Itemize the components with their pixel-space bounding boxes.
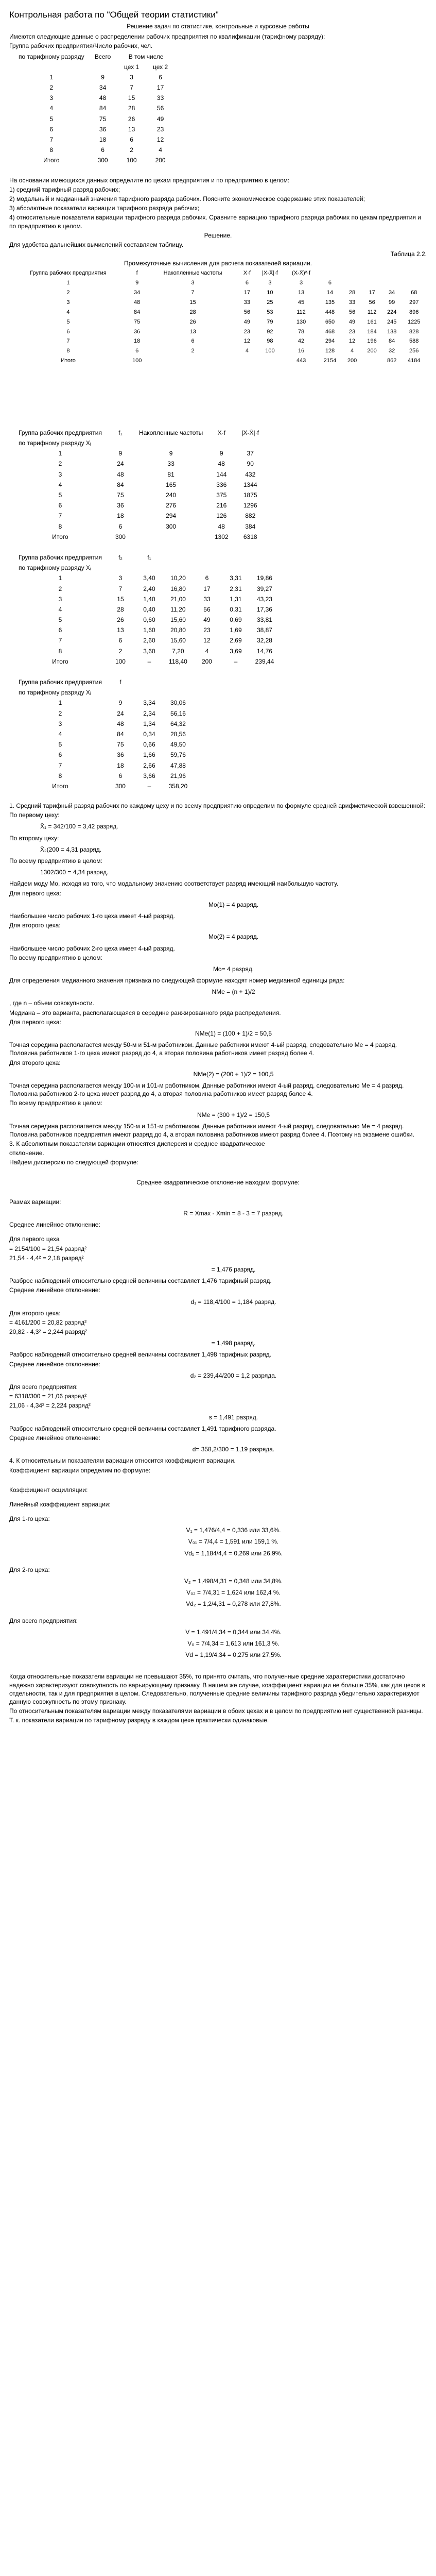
table-total-row: Итого 300 1302 6318	[52, 533, 257, 540]
table-total-row: Итого 300 100 200	[43, 157, 166, 164]
table-row: 3 48 15 33	[49, 94, 164, 102]
table-row: 7 6 2,60 15,60 12 2,69 32,28	[58, 637, 272, 645]
table-row: 5 75 240 375 1875	[58, 492, 257, 499]
table-row: 1 3 3,40 10,20 6 3,31 19,86	[58, 574, 272, 582]
task-item: 1) средний тарифный разряд рабочих;	[9, 185, 120, 193]
solution-heading: Решение.	[204, 231, 232, 239]
task-item: 3) абсолютные показатели вариации тарифного разряда рабочих;	[9, 205, 200, 212]
table-row: 5 75 0,66 49,50	[58, 741, 186, 749]
table-row: 1 9 3 6 3 3 6	[66, 280, 332, 286]
table-row: 5 75 26 49 79 130 650 49 161 245 1225	[66, 318, 421, 325]
table-row: 1 9 3 6	[49, 73, 162, 81]
table-row: 6 36 13 23	[49, 125, 164, 133]
table-row: 2 34 7 17	[49, 84, 164, 92]
table-total-row: Итого 300 – 358,20	[52, 782, 188, 790]
task-item: 2) модальный и медианный значения тарифного разряда рабочих. Поясните экономическое содержание этих показателей;	[9, 195, 365, 202]
table-row: 4 28 0,40 11,20 56 0,31 17,36	[58, 605, 272, 613]
table-row: 4 84 28 56 53 112 448 56 112 224 896	[66, 309, 419, 315]
table-row: 1 9 3,34 30,06	[58, 699, 186, 707]
table-subheader-row	[14, 62, 175, 72]
table-row: 4 84 165 336 1344	[58, 481, 257, 488]
task-item: 4) относительные показатели вариации тарифного разряда рабочих. Сравните вариацию тарифного разряда рабочих по цехам предприятия и по предприятию в целом.	[9, 214, 421, 230]
table-row: 8 6 3,66 21,96	[58, 772, 186, 779]
table-row: 3 15 1,40 21,00 33 1,31 43,23	[58, 595, 272, 603]
table-5	[14, 677, 193, 791]
table-total-row: Итого 100 443 2154 200 862 4184	[61, 358, 421, 364]
table-row: 6 36 1,66 59,76	[58, 751, 186, 759]
page-subtitle: Решение задач по статистике, контрольные и курсовые работы	[127, 22, 309, 30]
table-subheader-row: по тарифному разряду Xᵢ	[19, 564, 91, 572]
table-subheader-row: по тарифному разряду Xᵢ	[19, 439, 91, 447]
table-3	[14, 428, 265, 542]
solution-intro: Для удобства дальнейших вычислений составляем таблицу.	[9, 241, 184, 248]
table-row: 5 75 26 49	[49, 115, 164, 123]
table-header-row: Группа рабочих предприятия f Накопленные частоты X·f |X-X̄|·f (X-X̄)²·f	[30, 270, 311, 277]
table-header-cell: цех 2	[153, 63, 168, 71]
table-row: 8 6 2 4	[49, 146, 162, 154]
table-row: 3 48 1,34 64,32	[58, 720, 186, 727]
table-total-row: Итого 100 – 118,40 200 – 239,44	[52, 657, 274, 665]
page-title: Контрольная работа по "Общей теории статистики"	[9, 10, 219, 20]
table-row: 4 84 0,34 28,56	[58, 730, 186, 738]
table-2	[9, 268, 426, 365]
table-row: 3 48 81 144 432	[58, 470, 256, 478]
table-row: 6 36 276 216 1296	[58, 502, 257, 510]
table-header-row: Группа рабочих предприятия f₂ f₁	[19, 553, 151, 561]
table-caption: Промежуточные вычисления для расчета показателей вариации.	[124, 260, 312, 267]
table-header-row	[14, 52, 175, 62]
table-row: 1 9 9 9 37	[58, 450, 254, 457]
table-row: 2 24 33 48 90	[58, 460, 254, 468]
table-row: 6 36 13 23 92 78 468 23 184 138 828	[66, 328, 419, 335]
table-row: 2 7 2,40 16,80 17 2,31 39,27	[58, 585, 272, 592]
table-row: 7 18 6 12	[49, 136, 164, 143]
solution-section: 1. Средний тарифный разряд рабочих по каждому цеху и по всему предприятию определим по формуле средней арифметической взвешенной: По первому цеху: X̄₁ = 342/100 = 3,42 разряд. По второму цеху: X̄₂(200 = 4,31 разряд. По всему предприятию в целом: 1302/300 = 4,34 разряд. Найдем моду Mo, исходя из того, что модальному значению соответствует разряд имеющий наибольшую частоту. Для первого цеха: Mo(1) = 4 разряд. Наибольшее число рабочих 1-го цеха имеет 4-ый разряд. Для второго цеха: Mo(2) = 4 разряд. Наибольшее число рабочих 2-го цеха имеет 4-ый разряд. По всему предприятию в целом: Mo= 4 разряд. Для определения медианного значения признака по следующей формуле находят номер медианной единицы ряда: NMe = (n + 1)/2 , где n – объем совокупности. Медиана – это варианта, располагающаяся в середине ранжированного ряда распределения. Для первого цеха: NMe(1) = (100 + 1)/2 = 50,5 Точная середина располагается между 50-м и 51-м работником. Данные работники имеют 4-ый разряд, следовательно Me = 4 разряд. Половина работников 1-го цеха имеют разряд до 4, а вторая половина работников имеет разряд более 4. Для второго цеха: NMe(2) = (200 + 1)/2 = 100,5 Точная середина располагается между 100-м и 101-м работником. Данные работники имеют 4-ый разряд, следовательно Me = 4 разряд. Половина работников 2-го цеха имеет разряд до 4, а вторая половина работников имеет разряд более 4. По всему предприятию в целом: NMe = (300 + 1)/2 = 150,5 Точная середина располагается между 150-м и 151-м работником. Данные работники имеют 4-ый разряд, следовательно Me = 4 разряд. Половина работников предприятия имеют разряд до 4, а вторая половина работников имеют разряд более 4. Поэтому на экзамене ошибки. 3. К абсолютным показателям вариации относятся дисперсия и среднее квадратическое отклонение. Найдем дисперсию по следующей формуле: Среднее квадратическое отклонение находим формуле: Размах вариации: R = Xmax - Xmin = 8 - 3 = 7 разряд. Среднее линейное отклонение: Для первого цеха = 2154/100 = 21,54 разряд² 21,54 - 4,4² = 2,18 разряд² = 1,476 разряд. Разброс наблюдений относительно средней величины составляет 1,476 тарифный разряд. Среднее линейное отклонение: d₁ = 118,4/100 = 1,184 разряд. Для второго цеха: = 4161/200 = 20,82 разряд² 20,82 - 4,3² = 2,244 разряд² = 1,498 разряд. Разброс наблюдений относительно средней величины составляет 1,498 тарифных разряд. Среднее линейное отклонение: d₂ = 239,44/200 = 1,2 разряда. Для всего предприятия: = 6318/300 = 21,06 разряд² 21,06 - 4,34² = 2,224 разряд² s = 1,491 разряд. Разброс наблюдений относительно средней величины составляет 1,491 тарифного разряда. Среднее линейное отклонение: d= 358,2/300 = 1,19 разряда. 4. К относительным показателям вариации относится коэффициент вариации. Коэффициент вариации определим по формуле: Коэффициент осцилляции: Линейный коэффициент вариации: Для 1-го цеха: V₁ = 1,476/4,4 = 0,336 или 33,6%. V₀₁ = 7/4,4 = 1,591 или 159,1 %. Vd₁ = 1,184/4,4 = 0,269 или 26,9%. Для 2-го цеха: V₂ = 1,498/4,31 = 0,348 или 34,8%. V₀₂ = 7/4,31 = 1,624 или 162,4 %. Vd₂ = 1,2/4,31 = 0,278 или 27,8%. Для всего предприятия: V = 1,491/4,34 = 0,344 или 34,4%. V₀ = 7/4,34 = 1,613 или 161,3 %. Vd = 1,19/4,34 = 0,275 или 27,5%. Когда относительные показатели вариации не превышают 35%, то принято считать, что полученные средние характеристики достаточно надежно характеризуют совокупность по варьирующему признаку. В нашем же случае, коэффициент вариации не больше 35%, как для цехов в отдельности, так и для предприятия в целом. Следовательно, полученные средние величины тарифного разряда убедительно характеризуют данную совокупность по этому признаку. По относительным показателям вариации между показателями вариации в обоих цехах и в целом по предприятию нет существенной разницы. Т. к. показатели вариации по тарифному разряду в каждом цехе практически одинаковые.	[9, 802, 426, 1724]
table-row: 4 84 28 56	[49, 105, 164, 112]
table-row: 2 34 7 17 10 13 14 28 17 34 68	[66, 290, 417, 296]
table-row: 2 24 2,34 56,16	[58, 709, 186, 717]
table-subheader-row: по тарифному разряду Xᵢ	[19, 689, 91, 697]
table-header-cell: цех 1	[124, 63, 139, 71]
table-header-cell: по тарифному разряду	[19, 53, 84, 60]
table-row: 7 18 294 126 882	[58, 512, 256, 520]
table-row: 8 6 300 48 384	[58, 522, 256, 530]
table-row: 5 26 0,60 15,60 49 0,69 33,81	[58, 616, 272, 624]
table-row: 8 6 2 4 100 16 128 4 200 32 256	[66, 348, 419, 354]
table-row: 8 2 3,60 7,20 4 3,69 14,76	[58, 647, 272, 655]
table-header-cell: В том числе	[128, 53, 164, 60]
table-row: 3 48 15 33 25 45 135 33 56 99 297	[66, 299, 419, 306]
intro-paragraph: Имеются следующие данные о распределении рабочих предприятия по квалификации (тарифному разряду):	[9, 33, 325, 41]
intro-caption: Группа рабочих предприятия/Число рабочих, чел.	[9, 42, 153, 50]
table-row: 6 13 1,60 20,80 23 1,69 38,87	[58, 626, 272, 634]
table-header-cell: Всего	[94, 53, 111, 60]
table-row: 7 18 6 12 98 42 294 12 196 84 588	[66, 338, 419, 345]
table-1	[14, 52, 175, 166]
table-number: Таблица 2.2.	[390, 250, 427, 258]
table-4	[14, 552, 279, 667]
table-header-row: Группа рабочих предприятия f₁ Накопленные частоты X·f |X-X̄|·f	[19, 429, 259, 436]
table-row: 7 18 2,66 47,88	[58, 761, 186, 769]
table-header-row: Группа рабочих предприятия f	[19, 679, 121, 686]
task-intro: На основании имеющихся данных определите по цехам предприятия и по предприятию в целом:	[9, 176, 290, 184]
